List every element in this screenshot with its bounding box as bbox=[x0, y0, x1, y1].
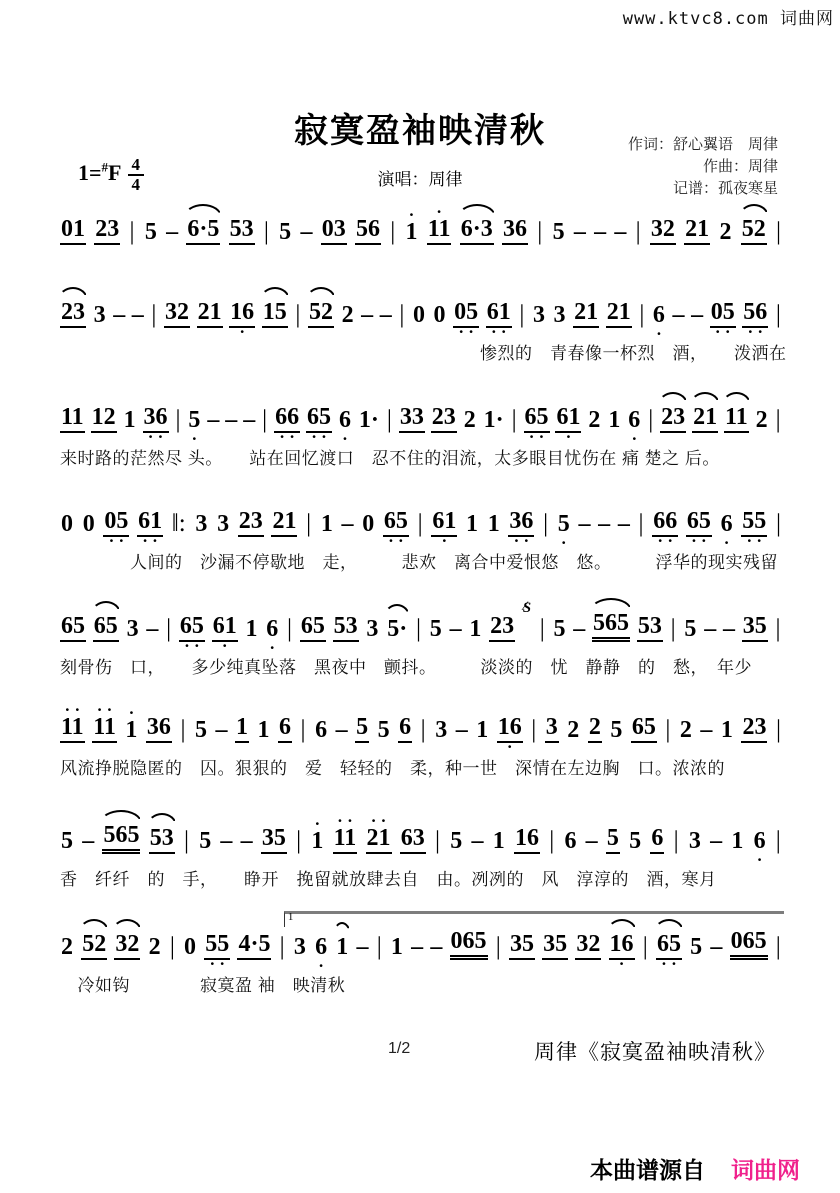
note-group: 2 bbox=[588, 714, 602, 743]
note-group: · 11 bbox=[427, 216, 452, 245]
note-group: 5 bbox=[684, 616, 697, 642]
barline: | bbox=[537, 217, 543, 245]
note-group: 1 bbox=[123, 407, 136, 433]
note-group: 16 bbox=[514, 825, 540, 854]
score-line bbox=[60, 714, 782, 779]
dash-note: – bbox=[578, 511, 591, 537]
note-group: 2 bbox=[719, 219, 732, 245]
barline: | bbox=[635, 217, 641, 245]
note-group: 5 bbox=[199, 828, 212, 854]
barline: | bbox=[531, 715, 537, 743]
barline: | bbox=[175, 405, 181, 433]
note-group: 65 bbox=[300, 613, 326, 642]
barline: | bbox=[543, 509, 549, 537]
page-number: 1/2 bbox=[388, 1040, 411, 1057]
note-group: 36 · · bbox=[508, 508, 534, 537]
barline: | bbox=[775, 300, 781, 328]
note-group: 55 · · bbox=[204, 931, 230, 960]
barline: | bbox=[549, 826, 555, 854]
note-group: 5 bbox=[629, 828, 642, 854]
note-group: 3 bbox=[553, 302, 566, 328]
note-group: 53 bbox=[637, 613, 663, 642]
note-group: 3 bbox=[366, 616, 379, 642]
note-group: 1 bbox=[390, 934, 403, 960]
score-line bbox=[60, 911, 782, 996]
note-group: 61 · bbox=[555, 404, 581, 433]
notation-row bbox=[60, 299, 782, 328]
repeat-start: ‖: bbox=[171, 509, 186, 537]
note-group: 21 bbox=[684, 216, 710, 245]
score-line bbox=[60, 508, 782, 573]
barline: | bbox=[417, 509, 423, 537]
barline: | bbox=[775, 826, 781, 854]
dash-note: – bbox=[573, 616, 586, 642]
sharp-sign: # bbox=[101, 159, 109, 175]
note-group: 12 bbox=[91, 404, 117, 433]
note-group: 3 bbox=[435, 717, 448, 743]
note-group: 2 bbox=[679, 717, 692, 743]
note-group: · · 11 bbox=[60, 714, 85, 743]
lyrics-row: 人间的 沙漏不停歇地 走， 悲欢 离合中爱恨悠 悠。 浮华的现实残留 bbox=[60, 553, 778, 573]
note-group: 5 bbox=[429, 616, 442, 642]
note-group: 35 bbox=[742, 613, 768, 642]
note-group: 21 bbox=[271, 508, 297, 537]
note-group: 2 bbox=[341, 302, 354, 328]
barline: | bbox=[420, 715, 426, 743]
note-group: 5 bbox=[194, 717, 207, 743]
note-group: 32 bbox=[164, 299, 190, 328]
dash-note: – bbox=[166, 219, 179, 245]
footer-caption: 周律《寂寞盈袖映清秋》 bbox=[534, 1041, 776, 1064]
note-group: 565 bbox=[102, 822, 140, 854]
lyrics-row: 惨烈的 青春像一杯烈 酒， 泼洒在 bbox=[60, 344, 787, 364]
dash-note: – bbox=[225, 407, 238, 433]
note-group: 36 · · bbox=[143, 404, 169, 433]
note-group: 5 · bbox=[557, 511, 571, 537]
note-group: 23 bbox=[238, 508, 264, 537]
score-line bbox=[60, 822, 782, 890]
note-group: 2 bbox=[755, 407, 768, 433]
dash-note: – bbox=[594, 219, 607, 245]
dash-note: – bbox=[379, 302, 392, 328]
barline: | bbox=[183, 826, 189, 854]
first-ending-bracket: 1 bbox=[284, 911, 784, 927]
dash-note: – bbox=[710, 828, 723, 854]
dash-note: – bbox=[82, 828, 95, 854]
note-group: 6 · bbox=[720, 511, 734, 537]
notation-row bbox=[60, 508, 782, 537]
dash-note: – bbox=[573, 219, 586, 245]
note-group: 16 · bbox=[497, 714, 523, 743]
note-group: 0 bbox=[362, 511, 375, 537]
note-group: 2 bbox=[61, 934, 73, 960]
dash-note: – bbox=[704, 616, 717, 642]
segno-sign: S ⁄ bbox=[522, 600, 532, 617]
notation-row bbox=[60, 216, 782, 245]
note-group: 1 bbox=[476, 717, 489, 743]
barline: | bbox=[775, 509, 781, 537]
note-group: 53 bbox=[149, 825, 175, 854]
note-group: 1 bbox=[608, 407, 621, 433]
note-group: 52 bbox=[308, 299, 334, 328]
barline: | bbox=[495, 932, 501, 960]
singer-label: 演唱：周律 bbox=[377, 170, 463, 189]
note-group: 21 bbox=[606, 299, 632, 328]
note-group: 3 bbox=[195, 511, 208, 537]
dash-note: – bbox=[300, 219, 313, 245]
note-group: 01 bbox=[60, 216, 86, 245]
barline: | bbox=[306, 509, 312, 537]
barline: | bbox=[376, 932, 382, 960]
note-group: 1 bbox=[257, 717, 270, 743]
barline: | bbox=[648, 405, 654, 433]
dash-note: – bbox=[672, 302, 685, 328]
note-group: 5· bbox=[387, 616, 408, 642]
credits-block bbox=[628, 134, 778, 200]
note-group: 5 bbox=[450, 828, 463, 854]
note-group: 66 · · bbox=[652, 508, 678, 537]
note-group: 6 bbox=[564, 828, 577, 854]
note-group: 5 bbox=[606, 825, 620, 854]
note-group: 6 bbox=[315, 717, 328, 743]
note-group: 3 bbox=[545, 714, 559, 743]
note-group: 1 bbox=[720, 717, 733, 743]
note-group: 65 · · bbox=[179, 613, 205, 642]
note-group: 1· bbox=[358, 407, 379, 433]
note-group: 3 bbox=[293, 934, 306, 960]
note-group: 61 · · bbox=[137, 508, 163, 537]
note-group: 2 bbox=[588, 407, 601, 433]
barline: | bbox=[166, 614, 172, 642]
note-group: 65 bbox=[60, 613, 86, 642]
barline: | bbox=[775, 932, 781, 960]
dash-note: – bbox=[722, 616, 735, 642]
note-group: 1 bbox=[487, 511, 500, 537]
lyrics-row: 来时路的茫然尽 头。 站在回忆渡口 忍不住的泪流，太多眼目忧伤在 痛 楚之 后。 bbox=[60, 449, 720, 469]
barline: | bbox=[399, 300, 405, 328]
note-group: 23 bbox=[741, 714, 767, 743]
note-group: · · 21 bbox=[366, 825, 392, 854]
note-group: 33 bbox=[399, 404, 425, 433]
note-group: 23 bbox=[489, 613, 515, 642]
lyrics-row: 香 纤纤 的 手， 睁开 挽留就放肆去自 由。冽冽的 风 淳淳的 酒，寒月 bbox=[60, 870, 717, 890]
note-group: 66 · · bbox=[274, 404, 300, 433]
note-group: 3 bbox=[93, 302, 106, 328]
dash-note: – bbox=[614, 219, 627, 245]
site-link[interactable]: 词曲网 bbox=[731, 1157, 800, 1183]
note-group: 35 bbox=[509, 931, 535, 960]
lyrics-row: 风流挣脱隐匿的 囚。狠狠的 爱 轻轻的 柔，种一世 深情在左边胸 口。浓浓的 bbox=[60, 759, 725, 779]
note-group: 1 bbox=[320, 511, 333, 537]
note-group: 6·5 bbox=[186, 216, 220, 245]
note-group: 65 · · bbox=[306, 404, 332, 433]
barline: | bbox=[642, 932, 648, 960]
note-group: 05 · · bbox=[710, 299, 736, 328]
note-group: 5 bbox=[690, 934, 703, 960]
note-group: 6·3 bbox=[460, 216, 494, 245]
note-group: 1 bbox=[469, 616, 482, 642]
note-group: 65 bbox=[631, 714, 657, 743]
note-group: 63 bbox=[400, 825, 426, 854]
barline: | bbox=[169, 932, 175, 960]
note-group: 23 bbox=[60, 299, 86, 328]
note-group: 6 · bbox=[314, 934, 328, 960]
barline: | bbox=[390, 217, 396, 245]
note-group: 6 · bbox=[265, 616, 279, 642]
barline: | bbox=[279, 932, 285, 960]
barline: | bbox=[435, 826, 441, 854]
dash-note: – bbox=[240, 828, 253, 854]
note-group: 16 · bbox=[229, 299, 255, 328]
note-group: 61 · bbox=[212, 613, 238, 642]
note-group: 5 bbox=[144, 219, 157, 245]
dash-note: – bbox=[617, 511, 630, 537]
dash-note: – bbox=[207, 407, 220, 433]
note-group: 61 · · bbox=[486, 299, 512, 328]
note-group: 3 bbox=[688, 828, 701, 854]
note-group: 65 · · bbox=[383, 508, 409, 537]
note-group: 11 bbox=[724, 404, 749, 433]
barline: | bbox=[639, 300, 645, 328]
composer-credit: 作曲：周律 bbox=[702, 158, 778, 175]
barline: | bbox=[180, 715, 186, 743]
note-group: 21 bbox=[573, 299, 599, 328]
note-group: 3 bbox=[126, 616, 139, 642]
note-group: 52 bbox=[81, 931, 107, 960]
note-group: · · 11 bbox=[92, 714, 117, 743]
dash-note: – bbox=[700, 717, 713, 743]
note-group: 1· bbox=[483, 407, 504, 433]
meter-denominator: 4 bbox=[131, 174, 140, 194]
note-group: · 1 bbox=[124, 717, 138, 743]
note-group: 32 bbox=[114, 931, 140, 960]
barline: | bbox=[670, 614, 676, 642]
note-group: 65 · · bbox=[524, 404, 550, 433]
lyrics-row: 刻骨伤 口， 多少纯真坠落 黑夜中 颤抖。 淡淡的 忧 静静 的 愁， 年少 bbox=[60, 658, 752, 678]
note-group: 65 · · bbox=[686, 508, 712, 537]
dash-note: – bbox=[598, 511, 611, 537]
note-group: 6 bbox=[398, 714, 412, 743]
note-group: 6 · bbox=[753, 828, 767, 854]
note-group: 53 bbox=[333, 613, 359, 642]
note-group: 6 · bbox=[652, 302, 666, 328]
note-group: 1 bbox=[235, 714, 249, 743]
barline: | bbox=[295, 300, 301, 328]
dash-note: – bbox=[113, 302, 126, 328]
source-prefix: 本曲谱源自 bbox=[590, 1157, 705, 1183]
note-group: 32 bbox=[650, 216, 676, 245]
barline: | bbox=[519, 300, 525, 328]
note-group: 5 bbox=[552, 219, 565, 245]
note-group: 1 bbox=[245, 616, 258, 642]
dash-note: – bbox=[341, 511, 354, 537]
barline: | bbox=[775, 405, 781, 433]
note-group: 56 · · bbox=[742, 299, 768, 328]
score-line bbox=[60, 299, 787, 364]
note-group: 56 bbox=[355, 216, 381, 245]
barline: | bbox=[415, 614, 421, 642]
barline: | bbox=[638, 509, 644, 537]
barline: | bbox=[386, 405, 392, 433]
note-group: 0 bbox=[433, 302, 446, 328]
note-group: 065 bbox=[450, 928, 488, 960]
note-group: 65 · · bbox=[656, 931, 682, 960]
song-title: 寂寞盈袖映清秋 bbox=[294, 112, 546, 150]
note-group: 0 bbox=[61, 511, 73, 537]
notation-row bbox=[60, 911, 782, 960]
note-group: 6 · bbox=[338, 407, 352, 433]
note-group: 0 bbox=[82, 511, 95, 537]
barline: | bbox=[263, 217, 269, 245]
note-group: 11 bbox=[60, 404, 85, 433]
note-group: 52 bbox=[741, 216, 767, 245]
note-group: 5 bbox=[61, 828, 73, 854]
note-group: 5 bbox=[610, 717, 623, 743]
note-group: 5 bbox=[377, 717, 390, 743]
note-group: 1 bbox=[492, 828, 505, 854]
lyricist-credit: 作词：舒心翼语 周律 bbox=[627, 136, 778, 153]
dash-note: – bbox=[411, 934, 424, 960]
source-credit bbox=[590, 1152, 800, 1185]
note-group: · 1 bbox=[310, 828, 324, 854]
key-prefix: 1= bbox=[78, 159, 102, 185]
note-group: 05 · · bbox=[453, 299, 479, 328]
barline: | bbox=[262, 405, 268, 433]
dash-note: – bbox=[131, 302, 144, 328]
note-group: 03 bbox=[321, 216, 347, 245]
dash-note: – bbox=[361, 302, 374, 328]
note-group: 21 bbox=[692, 404, 718, 433]
lyrics-row: 冷如钩 寂寞盈 袖 映清秋 bbox=[60, 976, 346, 996]
dash-note: – bbox=[471, 828, 484, 854]
barline: | bbox=[151, 300, 157, 328]
note-group: 6 bbox=[278, 714, 292, 743]
meter-numerator: 4 bbox=[128, 156, 145, 176]
score-line bbox=[60, 599, 782, 678]
barline: | bbox=[665, 715, 671, 743]
note-group: 55 · · bbox=[741, 508, 767, 537]
note-group: 2 bbox=[148, 934, 161, 960]
note-group: 65 bbox=[93, 613, 119, 642]
note-group: 5 bbox=[553, 616, 566, 642]
note-group: 2 bbox=[567, 717, 580, 743]
dash-note: – bbox=[335, 717, 348, 743]
note-group: 53 bbox=[229, 216, 255, 245]
note-group: 1 bbox=[466, 511, 478, 537]
score-line bbox=[60, 216, 782, 245]
notation-row bbox=[60, 599, 782, 642]
note-group: 065 bbox=[730, 928, 768, 960]
barline: | bbox=[129, 217, 135, 245]
note-group: 32 bbox=[575, 931, 601, 960]
barline: | bbox=[287, 614, 293, 642]
barline: | bbox=[539, 614, 545, 642]
note-group: 0 bbox=[412, 302, 425, 328]
dash-note: – bbox=[691, 302, 704, 328]
dash-note: – bbox=[585, 828, 598, 854]
note-group: 05 · · bbox=[103, 508, 129, 537]
note-group: 5 bbox=[355, 714, 369, 743]
note-group: 16 · bbox=[609, 931, 635, 960]
notation-row bbox=[60, 822, 782, 854]
barline: | bbox=[673, 826, 679, 854]
note-group: · · 11 bbox=[333, 825, 358, 854]
note-group: 4·5 bbox=[237, 931, 271, 960]
barline: | bbox=[296, 826, 302, 854]
note-group: 6 bbox=[650, 825, 664, 854]
note-group: 35 bbox=[261, 825, 287, 854]
note-group: 0 bbox=[184, 934, 197, 960]
note-group: 61 · bbox=[431, 508, 457, 537]
note-group: 6 · bbox=[627, 407, 641, 433]
site-watermark: www.ktvc8.com 词曲网 bbox=[622, 9, 834, 29]
dash-note: – bbox=[215, 717, 228, 743]
note-group: 5 · bbox=[187, 407, 201, 433]
barline: | bbox=[775, 217, 781, 245]
dash-note: – bbox=[146, 616, 159, 642]
note-group: 23 bbox=[94, 216, 120, 245]
key-note: F bbox=[108, 159, 122, 185]
dash-note: – bbox=[430, 934, 443, 960]
note-group: 36 bbox=[502, 216, 528, 245]
dash-note: – bbox=[710, 934, 723, 960]
notation-row bbox=[60, 714, 782, 743]
barline: | bbox=[775, 715, 781, 743]
note-group: 23 bbox=[431, 404, 457, 433]
note-group: 565 bbox=[592, 610, 630, 642]
dash-note: – bbox=[356, 934, 369, 960]
barline: | bbox=[511, 405, 517, 433]
note-group: · 1 bbox=[405, 219, 419, 245]
dash-note: – bbox=[455, 717, 468, 743]
notation-row bbox=[60, 404, 782, 433]
note-group: 5 bbox=[279, 219, 292, 245]
note-group: 1 bbox=[731, 828, 744, 854]
note-group: 3 bbox=[217, 511, 230, 537]
barline: | bbox=[300, 715, 306, 743]
barline: | bbox=[775, 614, 781, 642]
note-group: 15 bbox=[262, 299, 288, 328]
dash-note: – bbox=[449, 616, 462, 642]
score-line bbox=[60, 404, 782, 469]
note-group: 3 bbox=[532, 302, 545, 328]
dash-note: – bbox=[243, 407, 256, 433]
transcriber-credit: 记谱：孤夜寒星 bbox=[672, 180, 778, 197]
note-group: 21 bbox=[197, 299, 223, 328]
dash-note: – bbox=[220, 828, 233, 854]
note-group: 36 bbox=[146, 714, 172, 743]
note-group: 35 bbox=[542, 931, 568, 960]
note-group: 1 bbox=[336, 934, 349, 960]
note-group: 2 bbox=[463, 407, 476, 433]
note-group: 23 bbox=[660, 404, 686, 433]
